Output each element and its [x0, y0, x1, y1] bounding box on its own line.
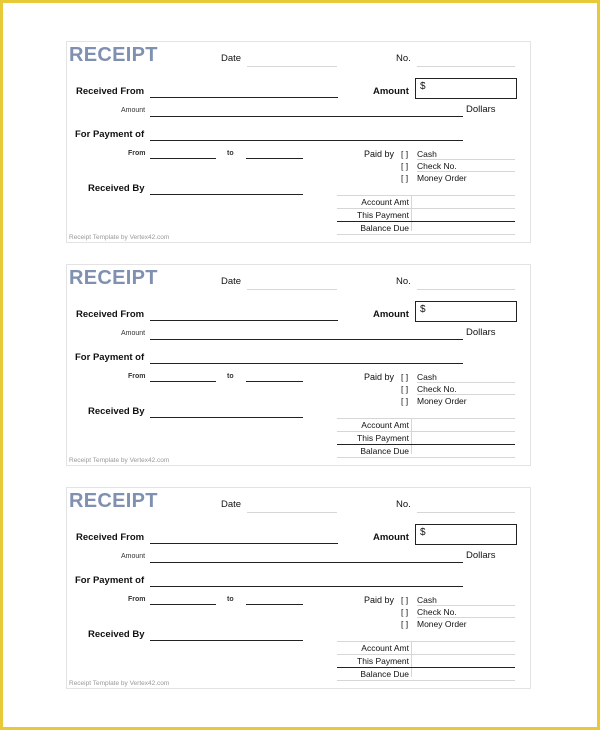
to-label: to — [227, 150, 234, 157]
amount-words-field[interactable] — [150, 562, 463, 563]
account-amt-label: Account Amt — [361, 420, 409, 430]
currency-symbol: $ — [420, 527, 426, 538]
checkbox-cash[interactable]: [ ] — [401, 595, 409, 605]
checkbox-cash[interactable]: [ ] — [401, 149, 409, 159]
date-label: Date — [221, 276, 242, 287]
this-payment-label: This Payment — [357, 433, 409, 443]
summary-row-payment[interactable] — [337, 431, 515, 444]
footer-credit: Receipt Template by Vertex42.com — [69, 680, 170, 687]
no-label: No. — [396, 499, 411, 510]
dollars-label: Dollars — [466, 104, 496, 115]
footer-credit: Receipt Template by Vertex42.com — [69, 234, 170, 241]
summary-row-account[interactable] — [337, 418, 515, 431]
cash-line — [417, 605, 515, 606]
dollars-label: Dollars — [466, 327, 496, 338]
checkbox-money-order[interactable]: [ ] — [401, 173, 409, 183]
cash-line — [417, 382, 515, 383]
amount-words-label: Amount — [121, 330, 146, 337]
receipt-number-field[interactable] — [417, 66, 515, 67]
received-from-label: Received From — [76, 532, 145, 543]
summary-row-payment[interactable] — [337, 208, 515, 221]
received-from-label: Received From — [76, 86, 145, 97]
paid-by-label: Paid by — [364, 595, 395, 605]
received-by-field[interactable] — [150, 194, 303, 195]
receipt-card-1 — [66, 41, 531, 243]
summary-row-balance[interactable] — [337, 444, 515, 458]
amount-words-field[interactable] — [150, 116, 463, 117]
for-payment-field[interactable] — [150, 140, 463, 141]
summary-row-account[interactable] — [337, 641, 515, 654]
to-field[interactable] — [246, 158, 303, 159]
from-label: From — [128, 373, 146, 380]
currency-symbol: $ — [420, 81, 426, 92]
from-field[interactable] — [150, 604, 216, 605]
to-label: to — [227, 373, 234, 380]
receipt-number-field[interactable] — [417, 512, 515, 513]
received-from-field[interactable] — [150, 320, 338, 321]
check-no-field[interactable] — [417, 617, 515, 618]
from-label: From — [128, 596, 146, 603]
from-field[interactable] — [150, 381, 216, 382]
checkbox-cash[interactable]: [ ] — [401, 372, 409, 382]
amount-words-field[interactable] — [150, 339, 463, 340]
checkbox-check[interactable]: [ ] — [401, 161, 409, 171]
payment-method-money-order: Money Order — [417, 619, 467, 629]
paid-by-label: Paid by — [364, 372, 395, 382]
amount-label: Amount — [373, 532, 409, 543]
amount-field[interactable] — [415, 301, 517, 322]
date-field[interactable] — [247, 512, 337, 513]
summary-table — [337, 195, 515, 235]
account-amt-label: Account Amt — [361, 197, 409, 207]
summary-row-balance[interactable] — [337, 221, 515, 235]
amount-label: Amount — [373, 86, 409, 97]
from-field[interactable] — [150, 158, 216, 159]
received-by-label: Received By — [88, 183, 145, 194]
account-amt-label: Account Amt — [361, 643, 409, 653]
summary-table — [337, 418, 515, 458]
receipt-title: RECEIPT — [69, 44, 158, 66]
currency-symbol: $ — [420, 304, 426, 315]
summary-table — [337, 641, 515, 681]
received-from-label: Received From — [76, 309, 145, 320]
payment-method-cash: Cash — [417, 595, 437, 605]
received-from-field[interactable] — [150, 543, 338, 544]
payment-method-cash: Cash — [417, 149, 437, 159]
payment-method-money-order: Money Order — [417, 173, 467, 183]
amount-words-label: Amount — [121, 553, 146, 560]
for-payment-label: For Payment of — [75, 129, 145, 140]
amount-words-label: Amount — [121, 107, 146, 114]
checkbox-check[interactable]: [ ] — [401, 384, 409, 394]
footer-credit: Receipt Template by Vertex42.com — [69, 457, 170, 464]
check-no-field[interactable] — [417, 171, 515, 172]
payment-method-cash: Cash — [417, 372, 437, 382]
this-payment-label: This Payment — [357, 210, 409, 220]
balance-due-label: Balance Due — [360, 223, 409, 233]
payment-method-check: Check No. — [417, 607, 457, 617]
date-label: Date — [221, 53, 242, 64]
payment-method-check: Check No. — [417, 384, 457, 394]
receipt-number-field[interactable] — [417, 289, 515, 290]
for-payment-field[interactable] — [150, 586, 463, 587]
paid-by-label: Paid by — [364, 149, 395, 159]
receipt-card-3 — [66, 487, 531, 689]
receipt-title: RECEIPT — [69, 267, 158, 289]
date-label: Date — [221, 499, 242, 510]
checkbox-check[interactable]: [ ] — [401, 607, 409, 617]
amount-field[interactable] — [415, 78, 517, 99]
summary-row-account[interactable] — [337, 195, 515, 208]
dollars-label: Dollars — [466, 550, 496, 561]
received-by-label: Received By — [88, 406, 145, 417]
payment-method-check: Check No. — [417, 161, 457, 171]
date-field[interactable] — [247, 289, 337, 290]
cash-line — [417, 159, 515, 160]
for-payment-label: For Payment of — [75, 352, 145, 363]
amount-field[interactable] — [415, 524, 517, 545]
received-by-field[interactable] — [150, 640, 303, 641]
from-label: From — [128, 150, 146, 157]
receipt-title: RECEIPT — [69, 490, 158, 512]
to-label: to — [227, 596, 234, 603]
no-label: No. — [396, 53, 411, 64]
summary-row-balance[interactable] — [337, 667, 515, 681]
checkbox-money-order[interactable]: [ ] — [401, 396, 409, 406]
date-field[interactable] — [247, 66, 337, 67]
to-field[interactable] — [246, 381, 303, 382]
received-from-field[interactable] — [150, 97, 338, 98]
balance-due-label: Balance Due — [360, 446, 409, 456]
check-no-field[interactable] — [417, 394, 515, 395]
for-payment-label: For Payment of — [75, 575, 145, 586]
summary-row-payment[interactable] — [337, 654, 515, 667]
to-field[interactable] — [246, 604, 303, 605]
checkbox-money-order[interactable]: [ ] — [401, 619, 409, 629]
received-by-field[interactable] — [150, 417, 303, 418]
balance-due-label: Balance Due — [360, 669, 409, 679]
for-payment-field[interactable] — [150, 363, 463, 364]
received-by-label: Received By — [88, 629, 145, 640]
no-label: No. — [396, 276, 411, 287]
this-payment-label: This Payment — [357, 656, 409, 666]
payment-method-money-order: Money Order — [417, 396, 467, 406]
receipt-card-2 — [66, 264, 531, 466]
amount-label: Amount — [373, 309, 409, 320]
